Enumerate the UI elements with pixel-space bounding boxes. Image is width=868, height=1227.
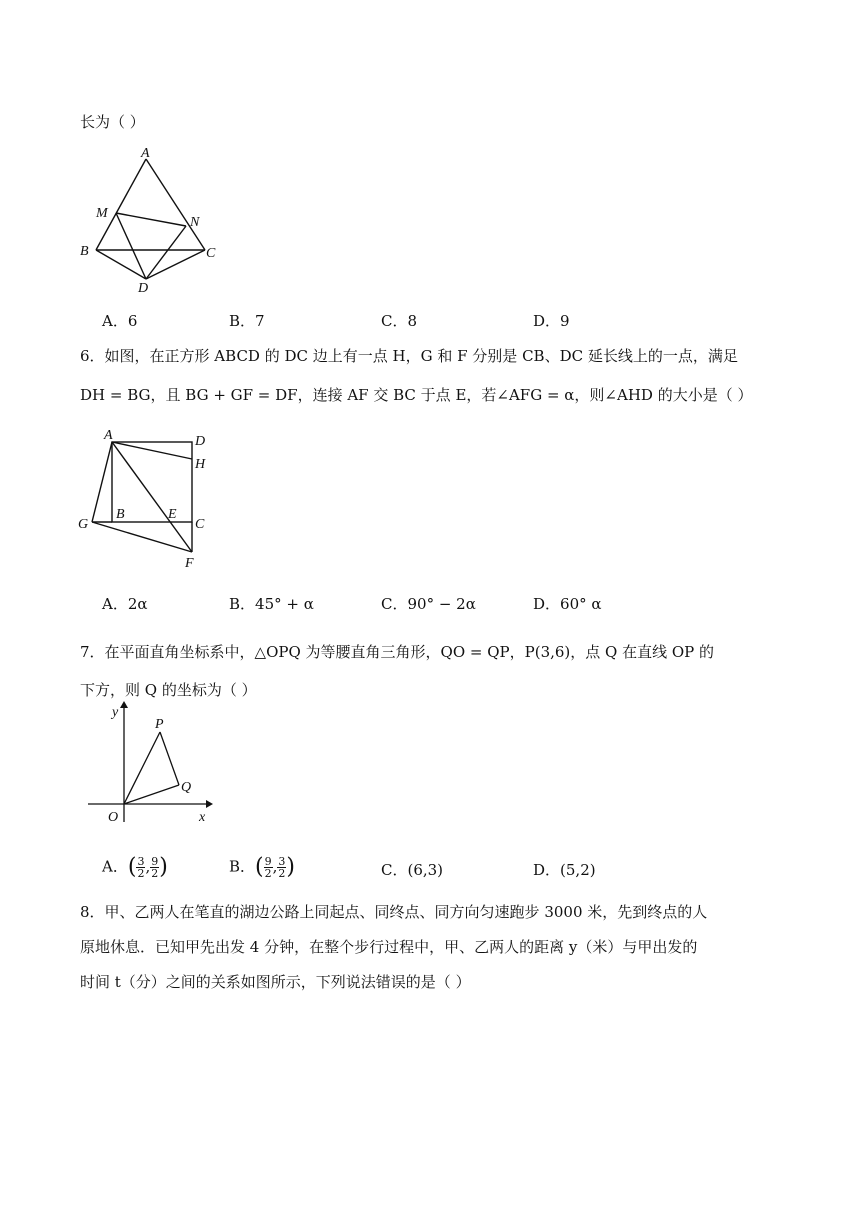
q7-option-b: B．( $\frac{9}{2}$ , $\frac{3}{2}$ ) — [229, 854, 295, 880]
q7-stem-line1: 7．在平面直角坐标系中，△OPQ 为等腰直角三角形，QO = QP，P(3,6)，点 Q 在直线 OP 的 — [80, 643, 715, 661]
q8-stem-line2: 原地休息．已知甲先出发 4 分钟，在整个步行过程中，甲、乙两人的距离 y（米）与甲出发的 — [80, 938, 698, 956]
q7-option-a-frac1: $\frac{3}{2}$ — [137, 855, 145, 880]
q8-stem-line1: 8．甲、乙两人在笔直的湖边公路上同起点、同终点、同方向匀速跑步 3000 米，先到终点的人 — [80, 903, 708, 921]
q6-label-D: D — [195, 434, 206, 449]
q7-option-a: A．( $\frac{3}{2}$ , $\frac{9}{2}$ ) — [102, 854, 168, 880]
q7-option-c: C．(6,3) — [381, 861, 444, 879]
q7-label-Q: Q — [181, 780, 192, 795]
q7-option-a-frac2: $\frac{9}{2}$ — [151, 855, 159, 880]
q7-figure — [84, 702, 224, 832]
q8-stem-line3: 时间 t（分）之间的关系如图所示，下列说法错误的是（ ） — [80, 973, 471, 991]
q6-stem-line1: 6．如图，在正方形 ABCD 的 DC 边上有一点 H，G 和 F 分别是 CB、DC 延长线上的一点，满足 — [80, 347, 738, 365]
q7-option-b-label: B． — [229, 857, 256, 876]
q5-figure — [78, 140, 218, 300]
q7-option-a-label: A． — [102, 857, 128, 876]
q5-label-M: M — [96, 206, 108, 221]
q6-option-b: B．45° + α — [229, 595, 314, 613]
q5-option-c: C．8 — [381, 312, 418, 330]
q6-label-A: A — [104, 428, 113, 443]
q5-label-B: B — [80, 244, 89, 259]
q5-label-D: D — [138, 281, 149, 296]
q7-option-b-frac1: $\frac{9}{2}$ — [264, 855, 272, 880]
q6-label-F: F — [185, 556, 194, 571]
q7-label-O: O — [108, 810, 119, 825]
q6-label-G: G — [78, 517, 89, 532]
q6-figure — [76, 424, 226, 574]
q6-option-a: A．2α — [102, 595, 148, 613]
q6-label-C: C — [195, 517, 205, 532]
q7-label-y: y — [112, 705, 119, 720]
q7-option-d: D．(5,2) — [533, 861, 596, 879]
q5-stem-tail: 长为（ ） — [80, 113, 145, 131]
q7-option-b-frac2: $\frac{3}{2}$ — [278, 855, 286, 880]
q6-label-H: H — [195, 457, 206, 472]
q5-option-b: B．7 — [229, 312, 265, 330]
q5-label-C: C — [206, 246, 216, 261]
q7-label-P: P — [155, 717, 164, 732]
q6-option-d: D．60° α — [533, 595, 602, 613]
q6-option-c: C．90° − 2α — [381, 595, 476, 613]
q5-option-a: A．6 — [102, 312, 138, 330]
q5-label-A: A — [141, 146, 150, 161]
q5-option-d: D．9 — [533, 312, 570, 330]
q6-label-E: E — [168, 507, 177, 522]
q6-label-B: B — [116, 507, 125, 522]
q6-stem-line2: DH = BG，且 BG + GF = DF，连接 AF 交 BC 于点 E，若∠AFG = α，则∠AHD 的大小是（ ） — [80, 386, 753, 404]
q5-label-N: N — [190, 215, 200, 230]
q7-stem-line2: 下方，则 Q 的坐标为（ ） — [80, 681, 257, 699]
q7-label-x: x — [199, 810, 206, 825]
